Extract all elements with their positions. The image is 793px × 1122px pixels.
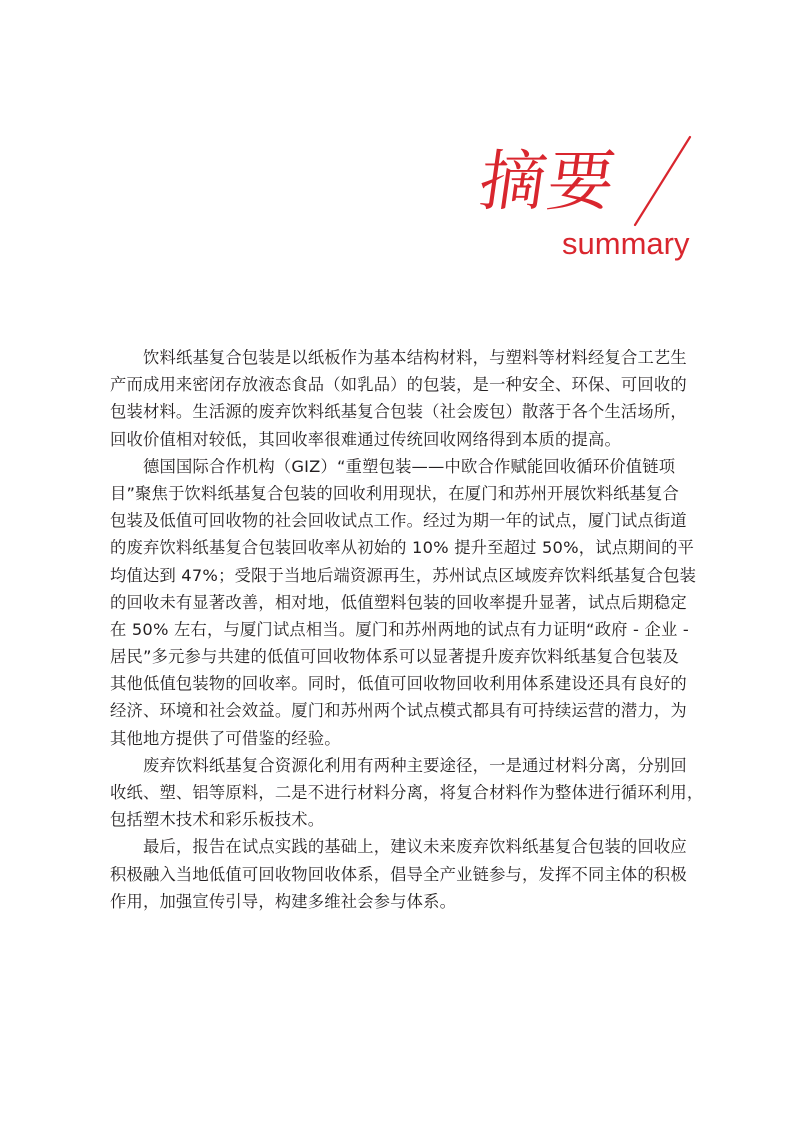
- paragraph-2: [110, 453, 697, 752]
- text-line: 其他地方提供了可借鉴的经验。: [110, 728, 341, 748]
- text-line: 收纸、塑、铝等原料，二是不进行材料分离，将复合材料作为整体进行循环利用，: [110, 783, 704, 802]
- title-chinese: 摘要: [474, 143, 622, 220]
- summary-body: [110, 344, 704, 915]
- text-line: 饮料纸基复合包装是以纸板作为基本结构材料，与塑料等材料经复合工艺生: [143, 348, 687, 367]
- text-line: 最后，报告在试点实践的基础上，建议未来废弃饮料纸基复合包装的回收应: [143, 837, 687, 857]
- section-title: [470, 128, 710, 268]
- text-line: 包括塑木技术和彩乐板技术。: [110, 810, 325, 830]
- text-line: 其他低值包装物的回收率。同时，低值可回收物回收利用体系建设还具有良好的: [110, 674, 687, 694]
- title-english: summary: [562, 226, 690, 261]
- text-line: 废弃饮料纸基复合资源化利用有两种主要途径，一是通过材料分离，分别回: [143, 755, 687, 775]
- paragraph-4: [110, 833, 690, 915]
- text-line: 包装及低值可回收物的社会回收试点工作。经过为期一年的试点，厦门试点街道: [110, 511, 687, 531]
- text-line: 的废弃饮料纸基复合包装回收率从初始的 10% 提升至超过 50%，试点期间的平: [110, 538, 695, 558]
- text-line: 作用，加强宣传引导，构建多维社会参与体系。: [110, 891, 457, 911]
- text-line: 的回收未有显著改善，相对地，低值塑料包装的回收率提升显著，试点后期稳定: [110, 592, 687, 612]
- text-line: 居民”多元参与共建的低值可回收物体系可以显著提升废弃饮料纸基复合包装及: [110, 647, 680, 667]
- text-line: 积极融入当地低值可回收物回收体系，倡导全产业链参与，发挥不同主体的积极: [110, 864, 687, 884]
- text-line: 均值达到 47%；受限于当地后端资源再生，苏州试点区域废弃饮料纸基复合包装: [110, 565, 697, 585]
- paragraph-3: [110, 752, 704, 834]
- paragraph-1: [110, 344, 690, 453]
- text-line: 目”聚焦于饮料纸基复合包装的回收利用现状，在厦门和苏州开展饮料纸基复合: [110, 483, 680, 503]
- text-line: 包装材料。生活源的废弃饮料纸基复合包装（社会废包）散落于各个生活场所，: [110, 402, 687, 422]
- text-line: 回收价值相对较低，其回收率很难通过传统回收网络得到本质的提高。: [110, 429, 621, 449]
- text-line: 在 50% 左右，与厦门试点相当。厦门和苏州两地的试点有力证明“政府 - 企业 -: [110, 619, 689, 639]
- text-line: 经济、环境和社会效益。厦门和苏州两个试点模式都具有可持续运营的潜力，为: [110, 701, 687, 721]
- text-line: 德国国际合作机构（GIZ）“重塑包装——中欧合作赋能回收循环价值链项: [143, 456, 676, 476]
- text-line: 产而成用来密闭存放液态食品（如乳品）的包装，是一种安全、环保、可回收的: [110, 375, 687, 395]
